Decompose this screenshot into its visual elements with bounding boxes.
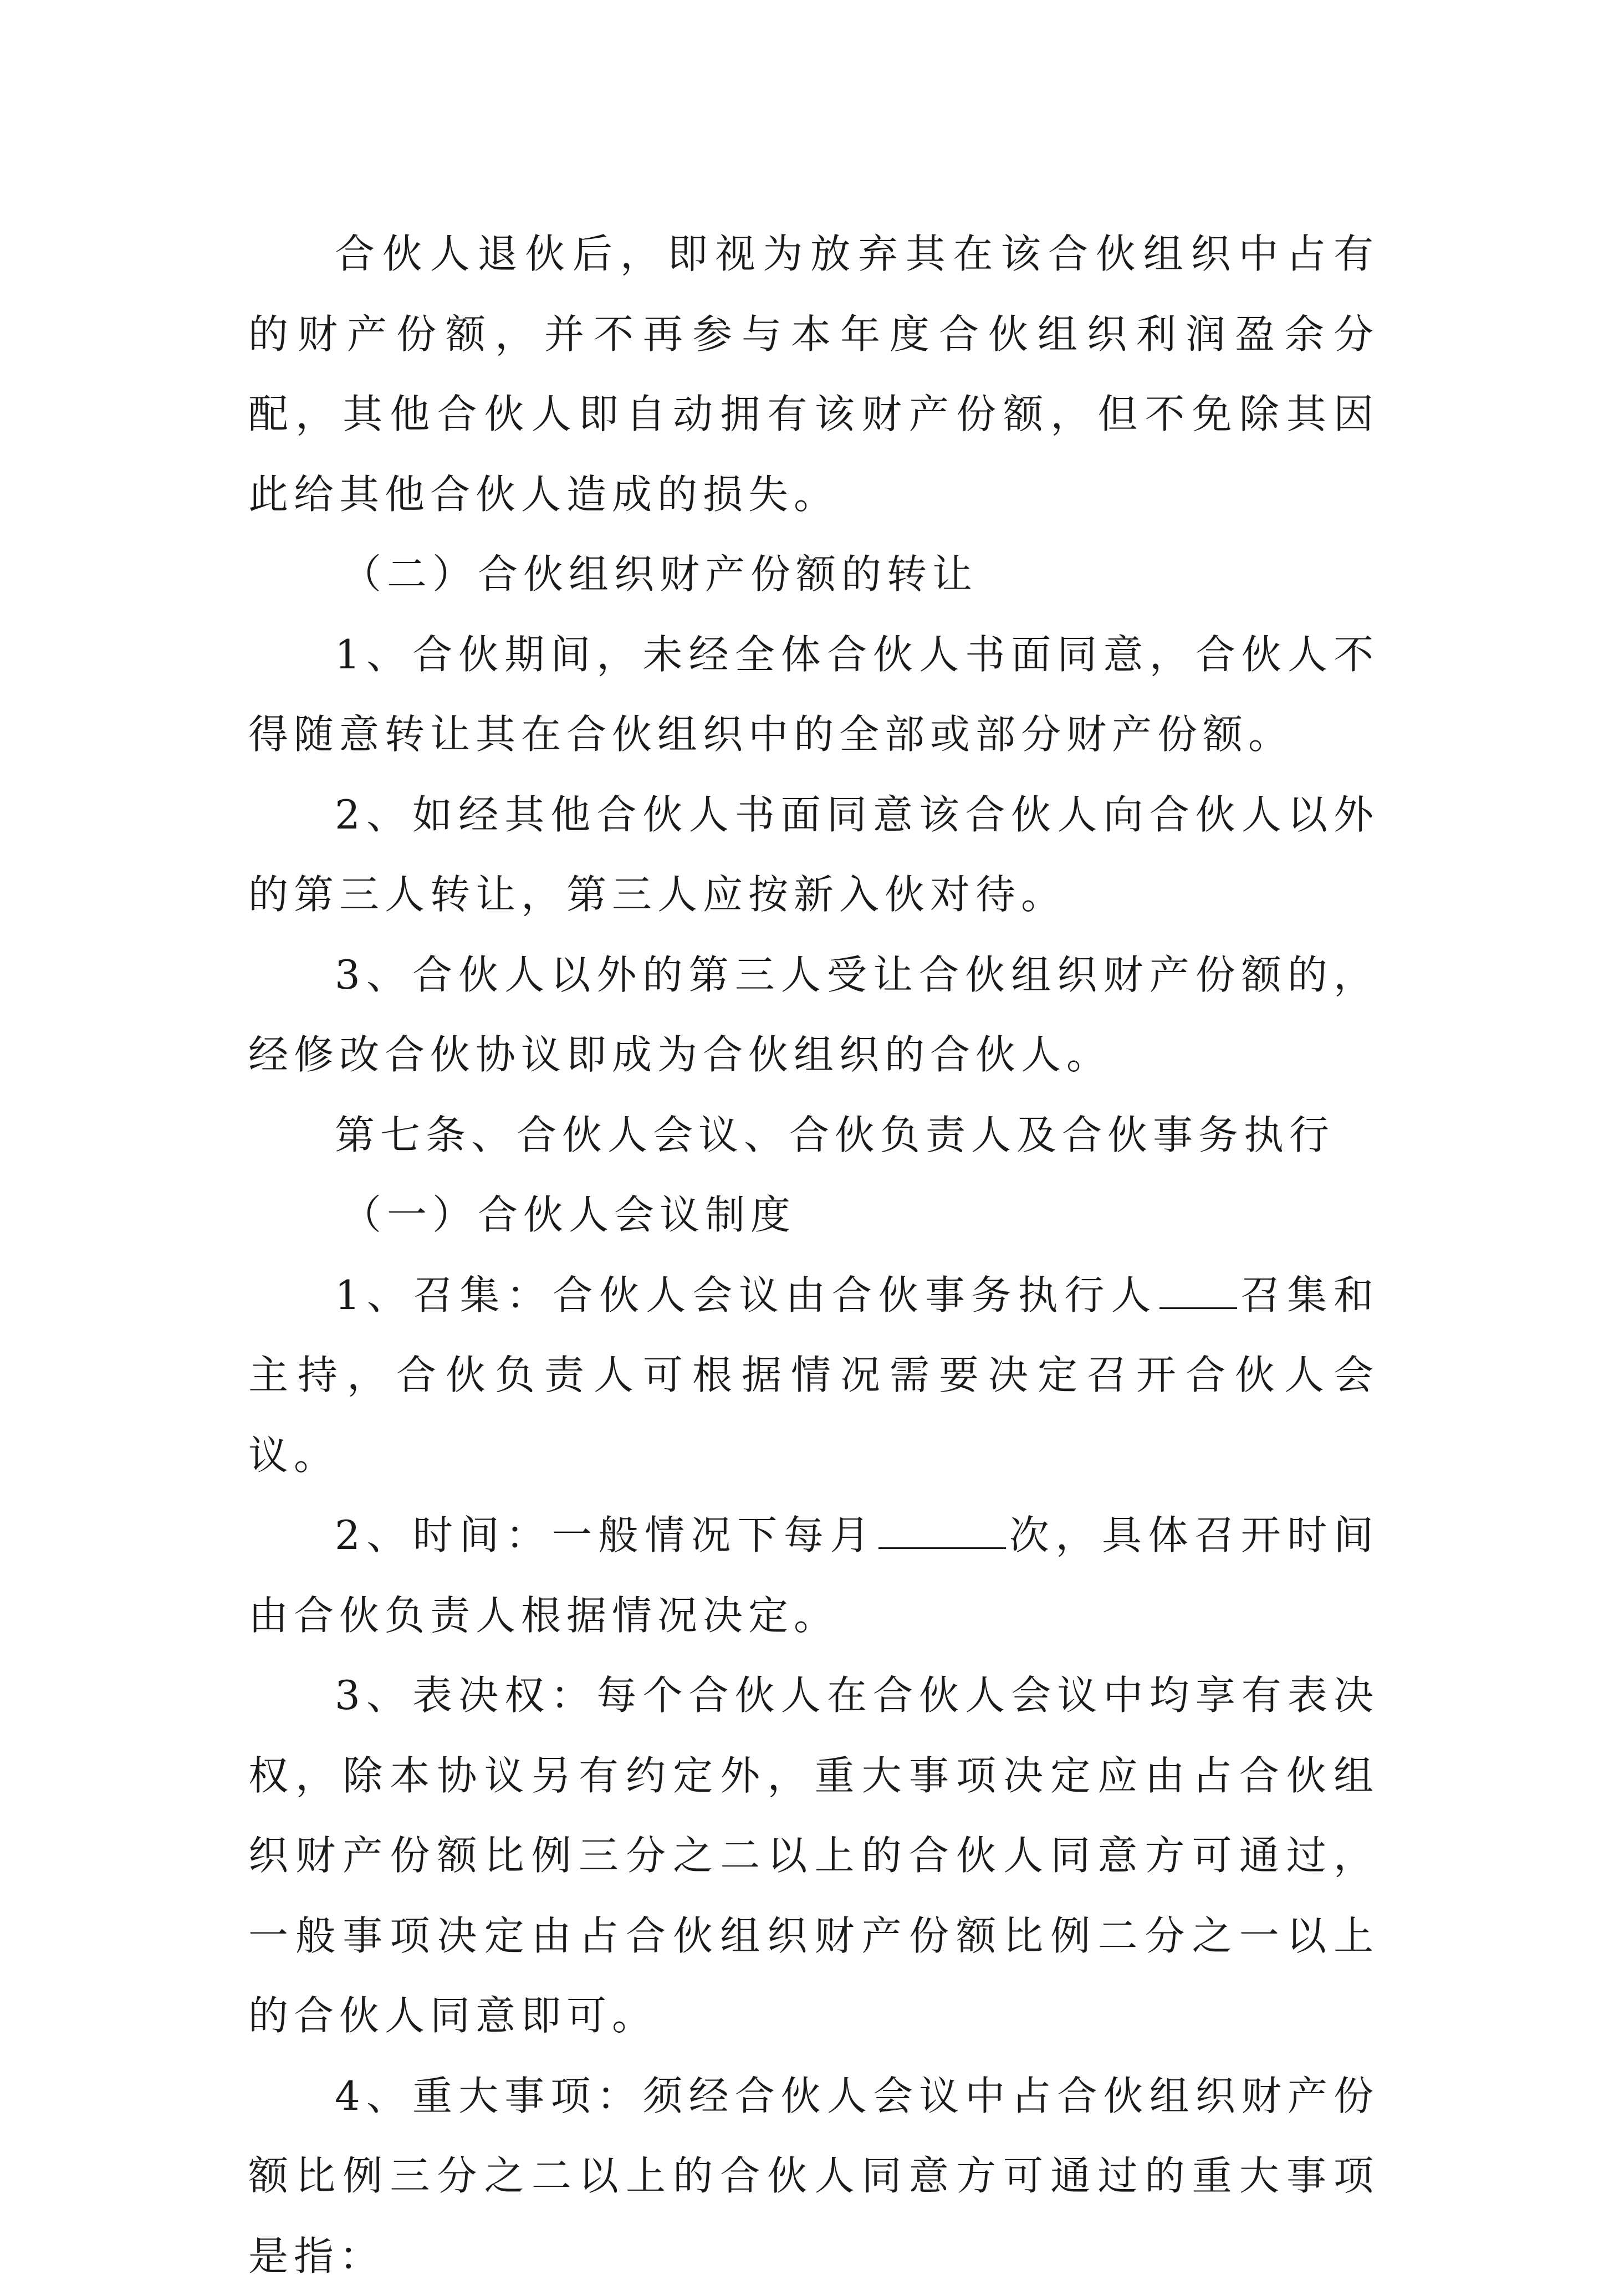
section-heading-meeting-system: （一）合伙人会议制度	[248, 1175, 1379, 1255]
convene-text-after-blank: 召集和主持，合伙负责人可根据情况需要决定召开合伙人会议。	[248, 1272, 1379, 1479]
document-body	[248, 214, 1379, 2296]
convene-text-before-blank: 1、召集：合伙人会议由合伙事务执行人	[335, 1272, 1157, 1318]
paragraph-transfer-clause-2: 2、如经其他合伙人书面同意该合伙人向合伙人以外的第三人转让，第三人应按新入伙对待。	[248, 775, 1379, 935]
paragraph-transfer-clause-3: 3、合伙人以外的第三人受让合伙组织财产份额的，经修改合伙协议即成为合伙组织的合伙人。	[248, 935, 1379, 1095]
time-text-after-blank: 次，具体召开时间由合伙负责人根据情况决定。	[248, 1512, 1379, 1639]
paragraph-meeting-time	[248, 1495, 1379, 1655]
convener-blank-line	[1159, 1274, 1237, 1309]
paragraph-major-matters: 4、重大事项：须经合伙人会议中占合伙组织财产份额比例三分之二以上的合伙人同意方可通过的重大事项是指：	[248, 2056, 1379, 2296]
paragraph-meeting-convene	[248, 1255, 1379, 1496]
paragraph-withdrawal-consequence: 合伙人退伙后，即视为放弃其在该合伙组织中占有的财产份额，并不再参与本年度合伙组织利润盈余分配，其他合伙人即自动拥有该财产份额，但不免除其因此给其他合伙人造成的损失。	[248, 214, 1379, 534]
paragraph-transfer-clause-1: 1、合伙期间，未经全体合伙人书面同意，合伙人不得随意转让其在合伙组织中的全部或部分财产份额。	[248, 615, 1379, 775]
frequency-blank-line	[878, 1514, 1006, 1549]
article-heading-7: 第七条、合伙人会议、合伙负责人及合伙事务执行	[248, 1095, 1379, 1175]
section-heading-share-transfer: （二）合伙组织财产份额的转让	[248, 534, 1379, 615]
paragraph-voting-rights: 3、表决权：每个合伙人在合伙人会议中均享有表决权，除本协议另有约定外，重大事项决定应由占合伙组织财产份额比例三分之二以上的合伙人同意方可通过，一般事项决定由占合伙组织财产份额比例二分之一以上的合伙人同意即可。	[248, 1655, 1379, 2056]
time-text-before-blank: 2、时间：一般情况下每月	[335, 1512, 876, 1558]
